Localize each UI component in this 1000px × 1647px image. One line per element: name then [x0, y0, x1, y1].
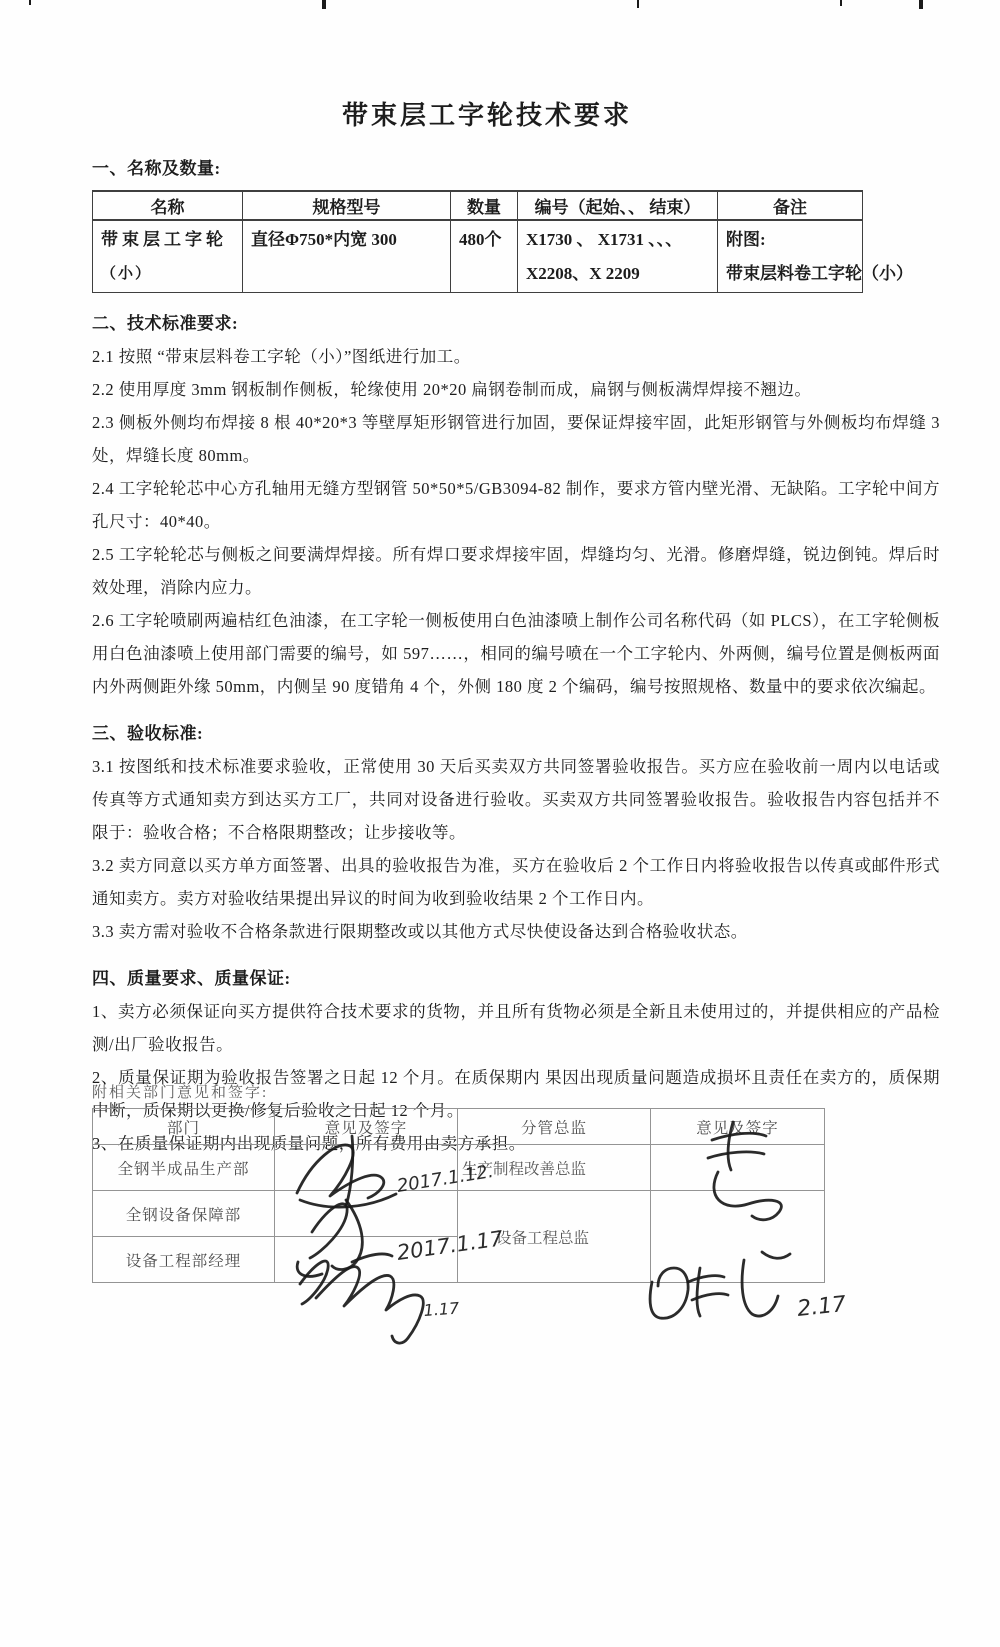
spec-col-remark: 备注	[718, 191, 863, 220]
signoff-header-row	[93, 1109, 825, 1145]
section1-heading: 一、名称及数量:	[92, 159, 221, 178]
spec-col-qty: 数量	[451, 191, 518, 220]
tech-req-item-4: 2.4 工字轮轮芯中心方孔轴用无缝方型钢管 50*50*5/GB3094-82 制作，要求方管内壁光滑、无缺陷。工字轮中间方孔尺寸：40*40。	[92, 479, 941, 531]
director-title-row23: 设备工程总监	[458, 1191, 651, 1283]
quality-item-3: 3、在质量保证期内出现质量问题，所有费用由卖方承担。	[92, 1134, 526, 1153]
signoff-label: 附相关部门意见和签字:	[92, 1085, 269, 1101]
tech-req-item-5: 2.5 工字轮轮芯与侧板之间要满焊焊接。所有焊口要求焊接牢固，焊缝均匀、光滑。修磨焊缝，锐边倒钝。焊后时效处理，消除内应力。	[92, 545, 940, 597]
acceptance-item-2: 3.2 卖方同意以买方单方面签署、出具的验收报告为准，买方在验收后 2 个工作日内将验收报告以传真或邮件形式通知卖方。卖方对验收结果提出异议的时间为收到验收结果 2 个工作日内。	[92, 856, 940, 908]
signature-area-row3	[275, 1237, 458, 1283]
signature-area-row1	[275, 1145, 458, 1191]
signature-area-director1	[651, 1145, 825, 1191]
tech-req-item-3: 2.3 侧板外侧均布焊接 8 根 40*20*3 等壁厚矩形钢管进行加固，要保证焊接牢固，此矩形钢管与外侧板均布焊缝 3 处，焊缝长度 80mm。	[92, 413, 940, 465]
cell-name: 带束层工字轮 （小）	[93, 220, 243, 293]
quality-item-1: 1、卖方必须保证向买方提供符合技术要求的货物，并且所有货物必须是全新且未使用过的，并提供相应的产品检测/出厂验收报告。	[92, 1002, 940, 1054]
tech-req-item-6: 2.6 工字轮喷刷两遍桔红色油漆，在工字轮一侧板使用白色油漆喷上制作公司名称代码（如 PLCS），在工字轮侧板用白色油漆喷上使用部门需要的编号，如 597……，相同的编号喷在一个工字轮内、外两侧，编号位置是侧板两面内外两侧距外缘 50mm，内侧呈 90 度错角 4 个，外侧 180 度 2 个编码，编号按照规格、数量中的要求依次编起。	[92, 611, 940, 696]
acceptance-item-1: 3.1 按图纸和技术标准要求验收，正常使用 30 天后买卖双方共同签署验收报告。买方应在验收前一周内以电话或传真等方式通知卖方到达买方工厂，共同对设备进行验收。买卖双方共同签署验收报告。验收报告内容包括并不限于：验收合格；不合格限期整改；让步接收等。	[92, 757, 940, 842]
signature-date-2: 2017.1.17	[395, 1226, 505, 1265]
signoff-col-dept: 部门	[93, 1109, 275, 1145]
signature-area-director2	[651, 1191, 825, 1283]
signature-date-3: 1.17	[422, 1298, 460, 1320]
section4-heading: 四、质量要求、质量保证:	[92, 969, 291, 988]
signoff-row-2	[93, 1191, 825, 1237]
spec-col-code: 编号（起始、、 结束）	[518, 191, 718, 220]
spec-col-model: 规格型号	[243, 191, 451, 220]
spec-table	[92, 190, 913, 293]
scan-artifact	[29, 0, 31, 5]
spec-table-row	[93, 220, 863, 293]
dept-name: 全钢半成品生产部	[93, 1145, 275, 1191]
signoff-col-sign2: 意见及签字	[651, 1109, 825, 1145]
section3-heading: 三、验收标准:	[92, 724, 204, 743]
dept-name: 全钢设备保障部	[93, 1191, 275, 1237]
signoff-row-1	[93, 1145, 825, 1191]
cell-remark: 附图: 带束层料卷工字轮（小）	[718, 220, 863, 293]
signoff-section	[92, 1082, 832, 1283]
cell-qty: 480个	[451, 220, 518, 293]
signature-area-row2	[275, 1191, 458, 1237]
tech-req-item-2: 2.2 使用厚度 3mm 钢板制作侧板，轮缘使用 20*20 扁钢卷制而成，扁钢与侧板满焊焊接不翘边。	[92, 380, 812, 399]
dept-name: 设备工程部经理	[93, 1237, 275, 1283]
signoff-col-sign1: 意见及签字	[275, 1109, 458, 1145]
acceptance-item-3: 3.3 卖方需对验收不合格条款进行限期整改或以其他方式尽快使设备达到合格验收状态。	[92, 922, 748, 941]
director-title-row1: 生产制程改善总监	[458, 1145, 651, 1191]
signature-date-1: 2017.1.12.	[395, 1160, 495, 1197]
section2-heading: 二、技术标准要求:	[92, 314, 239, 333]
spec-col-name: 名称	[93, 191, 243, 220]
signature-date-right: 2.17	[796, 1291, 848, 1322]
tech-req-item-1: 2.1 按照 “带束层料卷工字轮（小）”图纸进行加工。	[92, 347, 471, 366]
cell-spec: 直径Φ750*内宽 300	[243, 220, 451, 293]
document-title: 带束层工字轮技术要求	[341, 101, 632, 130]
signoff-col-director: 分管总监	[458, 1109, 651, 1145]
cell-code: X1730 、 X1731 、、、 X2208、X 2209	[518, 220, 718, 293]
quality-item-2: 2、质量保证期为验收报告签署之日起 12 个月。在质保期内 果因出现质量问题造成损坏且责任在卖方的，质保期中断，质保期以更换/修复后验收之日起 12 个月。	[92, 1068, 940, 1120]
signoff-table	[92, 1108, 825, 1283]
spec-table-header-row	[93, 191, 863, 220]
